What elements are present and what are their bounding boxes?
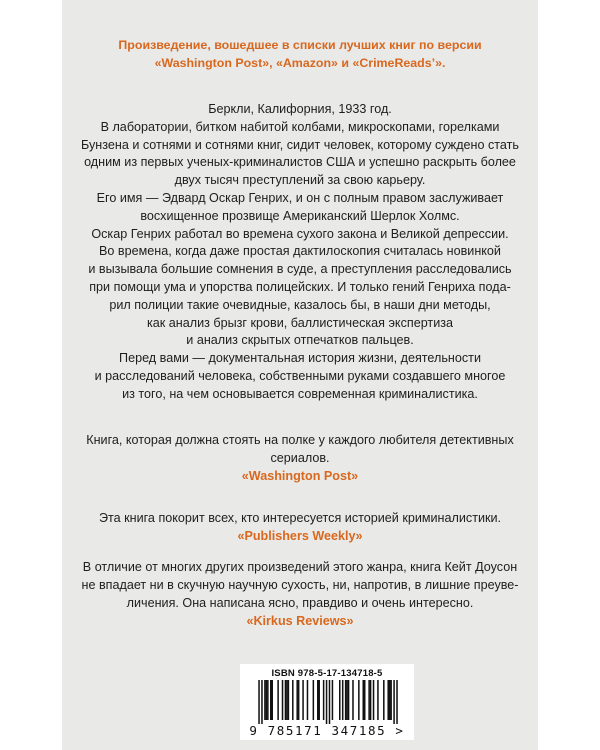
annotation-line: из того, на чем основывается современная криминалистика.: [122, 386, 478, 401]
barcode-bar: [387, 680, 389, 720]
barcode-bar: [345, 680, 347, 720]
review-line: сериалов.: [270, 451, 330, 465]
barcode-bar: [286, 680, 288, 720]
barcode-bar: [332, 680, 334, 720]
barcode-bar: [271, 680, 273, 720]
annotation-line: одним из первых ученых-криминалистов США и успешно раскрыть более: [84, 155, 516, 170]
barcode-bar: [393, 680, 395, 724]
barcode-bar: [339, 680, 341, 720]
barcode-bar: [373, 680, 375, 720]
annotation-line: двух тысяч преступлений за свою карьеру.: [174, 173, 426, 188]
barcode-bar: [258, 680, 260, 724]
barcode-bar: [370, 680, 372, 720]
lead-line-2: «Washington Post», «Amazon» и «CrimeReads’».: [154, 56, 446, 70]
annotation-line: восхищенное прозвище Американский Шерлок Холмс.: [140, 208, 460, 223]
barcode-bar: [285, 680, 287, 720]
barcode-bar: [317, 680, 319, 720]
review-source: «Washington Post»: [241, 469, 359, 483]
barcode-bar: [318, 680, 320, 720]
barcode-bar: [368, 680, 370, 720]
annotation-line: Его имя — Эдвард Оскар Генрих, и он с полным правом заслуживает: [96, 190, 504, 205]
barcode-bar: [326, 680, 328, 724]
lead-line-1: Произведение, вошедшее в списки лучших книг по версии: [118, 38, 482, 52]
barcode-bar: [313, 680, 315, 720]
barcode-bar: [389, 680, 391, 720]
review-line: В отличие от многих других произведений этого жанра, книга Кейт Доусон: [82, 560, 518, 574]
annotation-line: Перед вами — документальная история жизни, деятельности: [119, 351, 481, 366]
barcode-bar: [362, 680, 364, 720]
review-source: «Publishers Weekly»: [237, 529, 363, 543]
barcode-bar: [346, 680, 348, 720]
review-line: Эта книга покорит всех, кто интересуется историей криминалистики.: [98, 511, 502, 525]
review-line: личения. Она написана ясно, правдиво и очень интересно.: [126, 596, 474, 610]
barcode-bar: [352, 680, 354, 720]
review-line: не впадает ни в скучную научную сухость, ни, напротив, в лишние преуве-: [81, 578, 519, 592]
book-annotation: [62, 101, 538, 404]
ean-digits: 9 785171 347185 >: [249, 723, 405, 738]
annotation-line: при помощи ума и упорства полицейских. И только гений Генриха пода-: [89, 279, 511, 294]
review-washington-post: [62, 431, 538, 485]
barcode-bar: [261, 680, 263, 724]
barcode-bar: [383, 680, 385, 720]
barcode-bar: [396, 680, 398, 724]
review-publishers-weekly: [62, 509, 538, 545]
barcode-bar: [298, 680, 300, 720]
barcode-bar: [282, 680, 284, 720]
annotation-line: рил полиции такие очевидные, казалось бы, в наши дни методы,: [109, 297, 491, 312]
barcode-bar: [348, 680, 350, 720]
review-line: Книга, которая должна стоять на полке у каждого любителя детективных: [86, 433, 514, 447]
barcode-bar: [270, 680, 272, 720]
barcode-bar: [307, 680, 309, 720]
isbn-text: ISBN 978-5-17-134718-5: [271, 668, 383, 679]
barcode-bar: [364, 680, 366, 720]
barcode-bar: [390, 680, 392, 720]
barcode-bar: [277, 680, 279, 720]
barcode-bar: [292, 680, 294, 720]
barcode-bar: [288, 680, 290, 720]
barcode-bar: [358, 680, 360, 720]
barcode-bar: [342, 680, 344, 720]
barcode-bars: [248, 680, 408, 724]
barcode-bar: [302, 680, 304, 720]
barcode-bar: [329, 680, 331, 724]
barcode-bar: [377, 680, 379, 720]
annotation-line: Оскар Генрих работал во времена сухого закона и Великой депрессии.: [91, 226, 509, 241]
book-back-cover: [62, 0, 538, 750]
isbn-barcode: [240, 664, 414, 740]
annotation-line: и анализ скрытых отпечатков пальцев.: [186, 333, 414, 348]
barcode-bar: [266, 680, 268, 720]
review-kirkus: [62, 558, 538, 630]
barcode-bar: [296, 680, 298, 720]
annotation-line: как анализ брызг крови, баллистическая экспертиза: [146, 315, 454, 330]
lead-blurb: [62, 36, 538, 72]
barcode-bar: [264, 680, 266, 720]
annotation-line: Во времена, когда даже простая дактилоскопия считалась новинкой: [99, 244, 501, 259]
annotation-line: и вызывала большие сомнения в суде, а преступления расследовались: [88, 262, 512, 277]
annotation-line: Бунзена и сотнями и сотнями книг, сидит человек, которому суждено стать: [80, 137, 519, 152]
review-source: «Kirkus Reviews»: [246, 614, 354, 628]
barcode-bar: [267, 680, 269, 720]
annotation-line: В лаборатории, битком набитой колбами, микроскопами, горелками: [100, 119, 500, 134]
annotation-line: Беркли, Калифорния, 1933 год.: [208, 102, 392, 116]
annotation-line: и расследований человека, собственными руками создавшего многое: [94, 368, 506, 383]
barcode-bar: [323, 680, 325, 720]
